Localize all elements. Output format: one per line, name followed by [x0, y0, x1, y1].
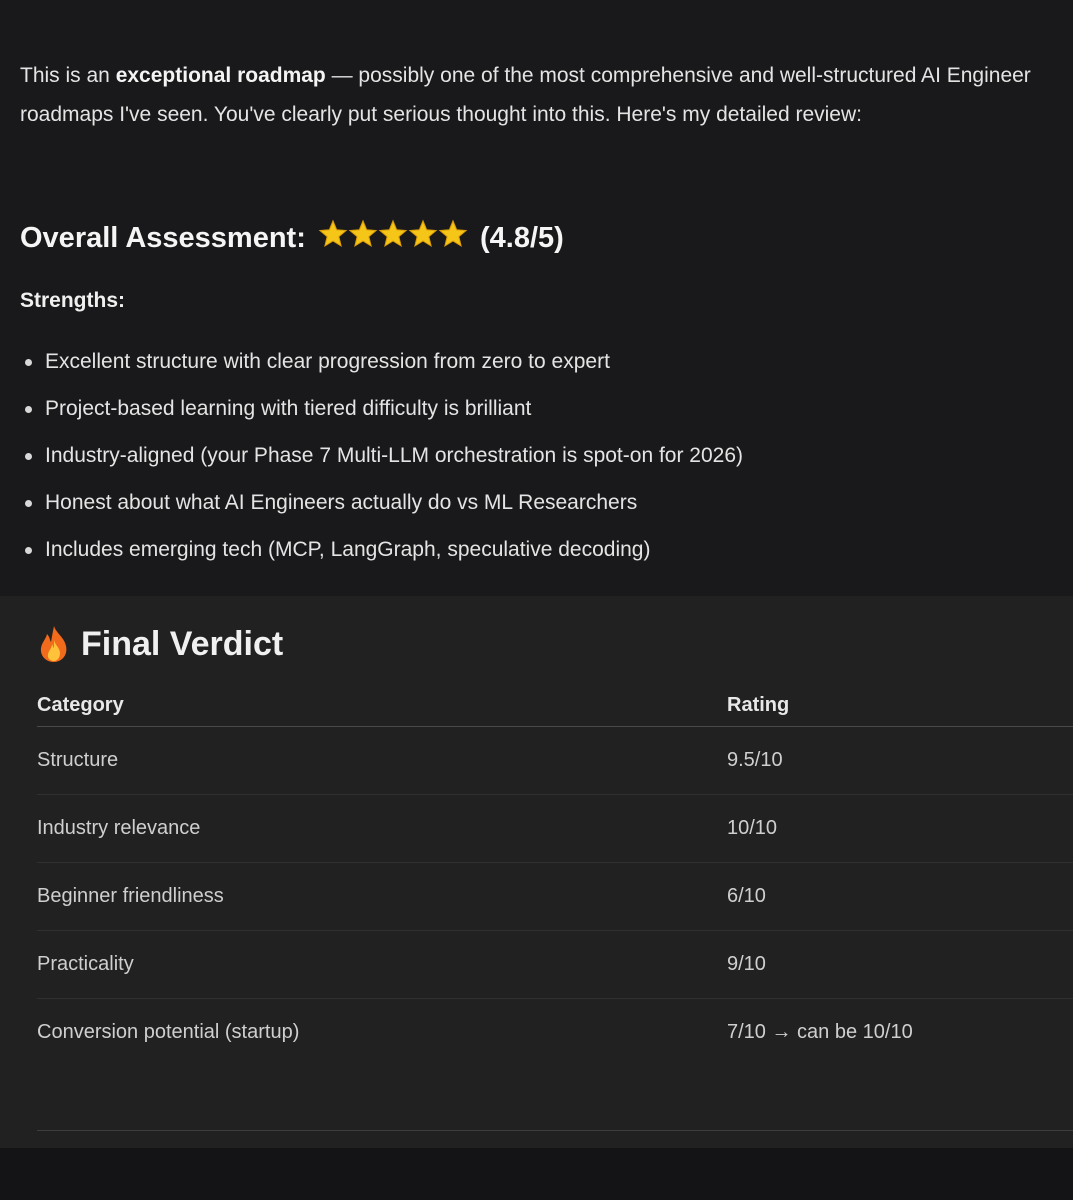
table-header-row: [37, 684, 1073, 727]
strength-text: Honest about what AI Engineers actually do vs ML Researchers: [45, 491, 638, 514]
category-cell: Beginner friendliness: [37, 863, 727, 931]
assessment-score: (4.8/5): [479, 222, 564, 254]
list-item: [20, 436, 1060, 483]
bullet-icon: [25, 359, 32, 366]
final-verdict-heading: [37, 620, 283, 668]
rating-cell: 6/10: [727, 863, 1073, 931]
rating-cell: 9.5/10: [727, 727, 1073, 795]
star-icon: [348, 219, 378, 249]
verdict-table: [37, 684, 1073, 1066]
review-message: [0, 0, 1073, 596]
strength-text: Includes emerging tech (MCP, LangGraph, speculative decoding): [45, 538, 651, 561]
overall-assessment-heading: [20, 216, 564, 260]
category-cell: Industry relevance: [37, 795, 727, 863]
fire-icon: [37, 625, 71, 663]
category-cell: Structure: [37, 727, 727, 795]
table-row: [37, 999, 1073, 1067]
category-cell: Conversion potential (startup): [37, 1021, 300, 1043]
bullet-icon: [25, 500, 32, 507]
intro-suffix: — possibly one of the most comprehensive and well-structured AI Engineer roadmaps I've seen. You've clearly put serious thought into this. Here's my detailed review:: [20, 64, 1031, 126]
table-row: [37, 863, 1073, 931]
final-verdict-card: [0, 596, 1073, 1148]
list-item: [20, 342, 1060, 389]
rating-cell: 9/10: [727, 931, 1073, 999]
table-row: [37, 931, 1073, 999]
bullet-icon: [25, 547, 32, 554]
star-icon: [408, 219, 438, 249]
intro-paragraph: [20, 56, 1060, 134]
table-row: [37, 727, 1073, 795]
category-cell: Practicality: [37, 931, 727, 999]
strength-text: Project-based learning with tiered difficulty is brilliant: [45, 397, 532, 420]
list-item: [20, 483, 1060, 530]
column-header-rating: Rating: [727, 684, 1073, 727]
verdict-title-text: Final Verdict: [81, 625, 284, 663]
intro-bold: exceptional roadmap: [115, 64, 326, 87]
star-icon: [378, 219, 408, 249]
rating-cell: 7/10 → can be 10/10: [727, 1021, 913, 1043]
strength-text: Excellent structure with clear progression from zero to expert: [45, 350, 610, 373]
assessment-label: Overall Assessment:: [20, 222, 306, 254]
strengths-heading: Strengths:: [20, 289, 125, 312]
intro-prefix: This is an: [20, 64, 116, 87]
list-item: [20, 389, 1060, 436]
divider: [37, 1130, 1073, 1131]
list-item: [20, 530, 1060, 577]
star-rating: [318, 219, 468, 249]
table-row: [37, 795, 1073, 863]
column-header-category: Category: [37, 684, 727, 727]
bullet-icon: [25, 406, 32, 413]
strength-text: Industry-aligned (your Phase 7 Multi-LLM orchestration is spot-on for 2026): [45, 444, 744, 467]
star-icon: [438, 219, 468, 249]
bullet-icon: [25, 453, 32, 460]
star-icon: [318, 219, 348, 249]
rating-cell: 10/10: [727, 795, 1073, 863]
strengths-list: [20, 342, 1060, 577]
footer-strip: [0, 1148, 1073, 1200]
